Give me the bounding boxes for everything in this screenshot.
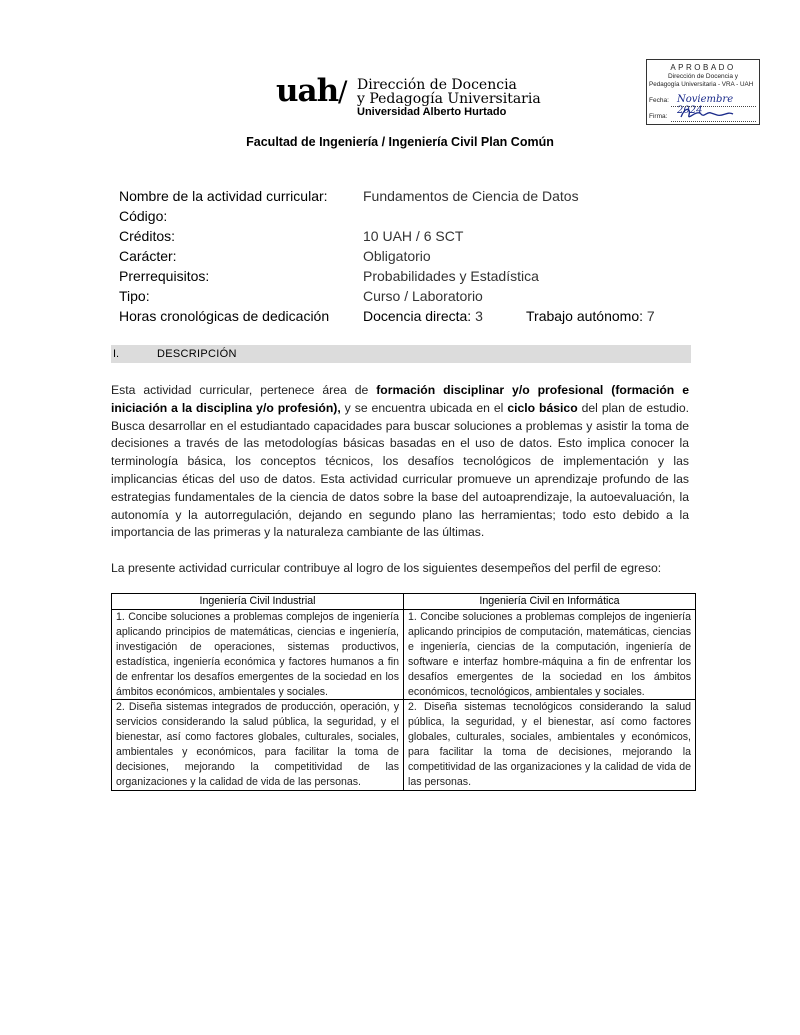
- section-number: I.: [113, 348, 120, 360]
- stamp-firma-label: Firma:: [649, 113, 668, 120]
- section-header-descripcion: [111, 345, 691, 363]
- perfil-intro: La presente actividad curricular contribuye al logro de los siguientes desempeños del perfil de egreso:: [111, 561, 662, 575]
- table-cell: 2. Diseña sistemas integrados de producción, operación, y servicios considerando la salud pública, la seguridad, y el bienestar, así como factores globales, culturales, sociales, ambientales y económicos, para facilitar la toma de decisiones, mejorando la competitividad de las organizaciones y la calidad de vida de las personas.: [112, 700, 404, 790]
- table-row: [112, 610, 696, 700]
- prerrequisitos-label: Prerrequisitos:: [119, 268, 210, 284]
- header-industrial: Ingeniería Civil Industrial: [112, 594, 404, 610]
- description-bold-area: formación disciplinar y/o profesional (formación e iniciación a la disciplina y/o profesión),: [111, 383, 689, 415]
- table-cell: 1. Concibe soluciones a problemas complejos de ingeniería aplicando principios de computación, matemáticas, ciencias e ingeniería, ciencias de la computación, ingeniería de software e interfaz hombre-máquina a fin de enfrentar los desafíos emergentes de la sociedad en los ámbitos económicos, tecnológicos, ambientales y sociales.: [404, 610, 696, 700]
- description-text: Esta actividad curricular, pertenece área de: [111, 383, 377, 397]
- description-bold-ciclo: ciclo básico: [507, 400, 578, 415]
- table-cell: 1. Concibe soluciones a problemas complejos de ingeniería aplicando principios de matemáticas, ciencias e ingeniería, investigación de operaciones, sistemas productivos, estadística, ingeniería económica y factores humanos a fin de enfrentar los desafíos emergentes de la sociedad en los ámbitos económicos, ambientales y sociales.: [112, 610, 404, 700]
- tipo-label: Tipo:: [119, 288, 150, 304]
- section-title: DESCRIPCIÓN: [157, 348, 237, 360]
- logo-text-line1: Dirección de Docencia: [357, 77, 517, 93]
- description-text: y se encuentra ubicada en el: [340, 400, 508, 415]
- description-paragraph: [111, 382, 689, 542]
- codigo-label: Código:: [119, 208, 168, 224]
- signature-scribble: [677, 105, 737, 121]
- nombre-value: Fundamentos de Ciencia de Datos: [363, 188, 579, 204]
- stamp-line1: Dirección de Docencia y: [667, 73, 739, 80]
- logo-slash: /: [338, 75, 348, 108]
- stamp-firma-line: [671, 121, 756, 122]
- docencia-directa-label: Docencia directa:: [363, 308, 472, 324]
- horas-label: Horas cronológicas de dedicación: [119, 308, 330, 324]
- header-informatica: Ingeniería Civil en Informática: [404, 594, 696, 610]
- table-row: [112, 700, 696, 790]
- docencia-directa-value: 3: [475, 308, 483, 324]
- approval-stamp: [646, 59, 760, 125]
- caracter-label: Carácter:: [119, 248, 177, 264]
- prerrequisitos-value: Probabilidades y Estadística: [363, 268, 539, 284]
- uah-logo-mark: uah: [276, 73, 339, 109]
- stamp-fecha-label: Fecha:: [649, 97, 669, 104]
- table-cell: 2. Diseña sistemas tecnológicos considerando la salud pública, la seguridad, y el bienestar, así como factores globales, culturales, sociales, ambientales y económicos, para facilitar la toma de decisiones, mejorando la competitividad de las organizaciones y la calidad de vida de las personas.: [404, 700, 696, 790]
- faculty-title: Facultad de Ingeniería / Ingeniería Civil Plan Común: [246, 135, 554, 149]
- creditos-value: 10 UAH / 6 SCT: [363, 228, 464, 244]
- tipo-value: Curso / Laboratorio: [363, 288, 483, 304]
- trabajo-autonomo-value: 7: [646, 308, 655, 324]
- logo-text-line2: y Pedagogía Universitaria: [357, 91, 541, 107]
- nombre-label: Nombre de la actividad curricular:: [119, 188, 328, 204]
- trabajo-autonomo: [526, 308, 655, 324]
- stamp-title: APROBADO: [670, 63, 736, 72]
- perfil-egreso-table: [111, 593, 696, 791]
- docencia-directa: [363, 308, 483, 324]
- description-text: del plan de estudio. Busca desarrollar en el estudiantado capacidades para buscar soluciones a problemas y asistir la toma de decisiones a través de las metodologías básicas basadas en el uso de datos. Esto implica conocer la terminología básica, los conceptos técnicos, los desafíos tecnológicos de implementación y las implicancias éticas del uso de datos. Esta actividad curricular promueve un aprendizaje profundo de las estrategias fundamentales de la ciencia de datos sobre la base del autoaprendizaje, la autoevaluación, la autonomía y la autorregulación, dejando en segundo plano las herramientas; todo esto debido a la importancia de las primeras y la naturaleza cambiante de las últimas.: [111, 400, 690, 540]
- creditos-label: Créditos:: [119, 228, 176, 244]
- table-header-row: [112, 594, 696, 610]
- stamp-line2: Pedagogía Universitaria - VRA - UAH: [649, 81, 754, 88]
- logo-text-line3: Universidad Alberto Hurtado: [357, 106, 507, 118]
- stamp-fecha-handwritten: Noviembre 2024: [677, 94, 734, 116]
- caracter-value: Obligatorio: [363, 248, 431, 264]
- trabajo-autonomo-label: Trabajo autónomo:: [526, 308, 643, 324]
